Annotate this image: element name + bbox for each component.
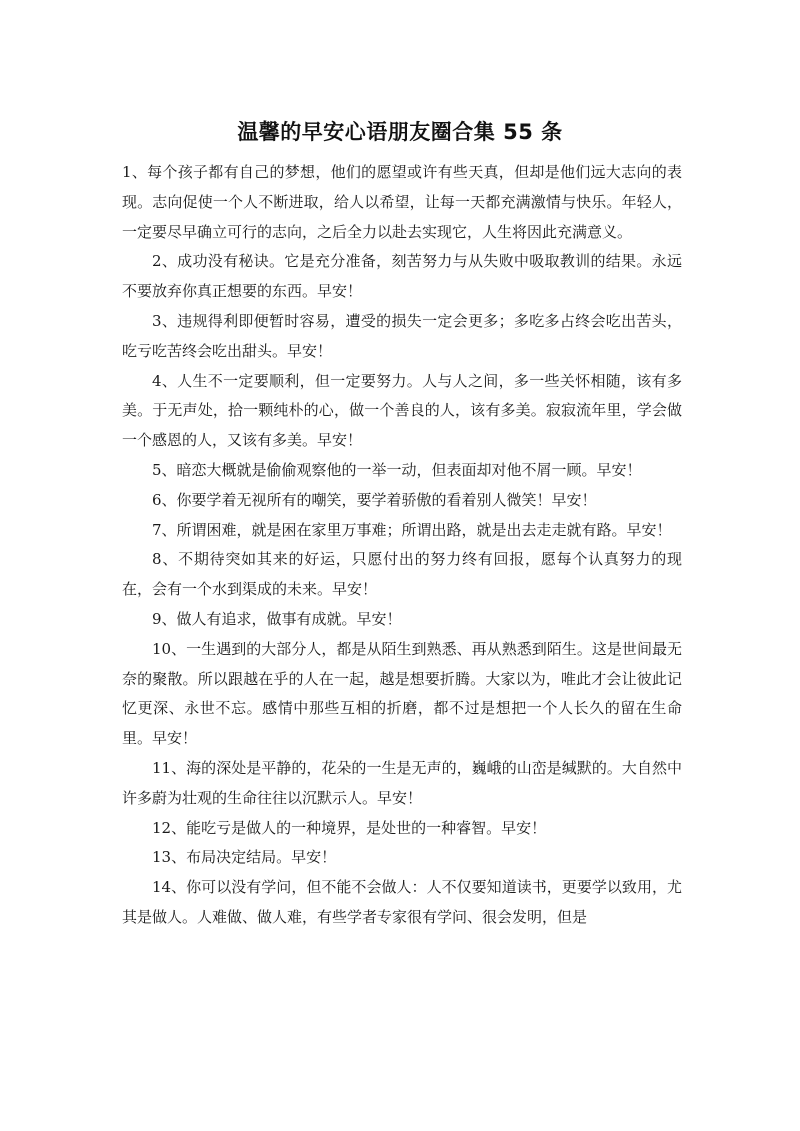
paragraph-9: 9、做人有追求，做事有成就。早安！	[152, 609, 402, 628]
paragraph-14: 14、你可以没有学问，但不能不会做人：人不仅要知道读书，更要学以致用，尤其是做人。人难做、做人难，有些学者专家很有学问、很会发明，但是	[122, 878, 682, 926]
paragraph-5: 5、暗恋大概就是偷偷观察他的一举一动，但表面却对他不屑一顾。早安！	[152, 460, 642, 479]
paragraph-2: 2、成功没有秘诀。它是充分准备，刻苦努力与从失败中吸取教训的结果。永远不要放弃你真正想要的东西。早安！	[122, 252, 682, 301]
paragraph-3: 3、违规得利即便暂时容易，遭受的损失一定会更多；多吃多占终会吃出苦头，吃亏吃苦终会吃出甜头。早安！	[122, 311, 682, 360]
paragraph-4: 4、人生不一定要顺利，但一定要努力。人与人之间，多一些关怀相随，该有多美。于无声处，拾一颗纯朴的心，做一个善良的人，该有多美。寂寂流年里，学会做一个感恩的人，又该有多美。早安！	[122, 371, 682, 450]
paragraph-6: 6、你要学着无视所有的嘲笑，要学着骄傲的看着别人微笑！早安！	[152, 490, 597, 509]
document-body	[122, 158, 682, 933]
paragraph-8: 8、不期待突如其来的好运，只愿付出的努力终有回报，愿每个认真努力的现在，会有一个水到渠成的未来。早安！	[122, 550, 682, 599]
document-title: 温馨的早安心语朋友圈合集 55 条	[237, 120, 563, 144]
paragraph-11: 11、海的深处是平静的，花朵的一生是无声的，巍峨的山峦是缄默的。大自然中许多蔚为壮观的生命往往以沉默示人。早安！	[122, 758, 682, 807]
paragraph-1: 1、每个孩子都有自己的梦想，他们的愿望或许有些天真，但却是他们远大志向的表现。志向促使一个人不断进取，给人以希望，让每一天都充满激情与快乐。年轻人，一定要尽早确立可行的志向，之后全力以赴去实现它，人生将因此充满意义。	[122, 163, 682, 241]
paragraph-12: 12、能吃亏是做人的一种境界，是处世的一种睿智。早安！	[152, 818, 547, 837]
paragraph-13: 13、布局决定结局。早安！	[152, 848, 337, 867]
paragraph-7: 7、所谓困难，就是困在家里万事难；所谓出路，就是出去走走就有路。早安！	[152, 520, 672, 539]
paragraph-10: 10、一生遇到的大部分人，都是从陌生到熟悉、再从熟悉到陌生。这是世间最无奈的聚散。所以跟越在乎的人在一起，越是想要折腾。大家以为，唯此才会让彼此记忆更深、永世不忘。感情中那些互相的折磨，都不过是想把一个人长久的留在生命里。早安！	[122, 639, 682, 748]
